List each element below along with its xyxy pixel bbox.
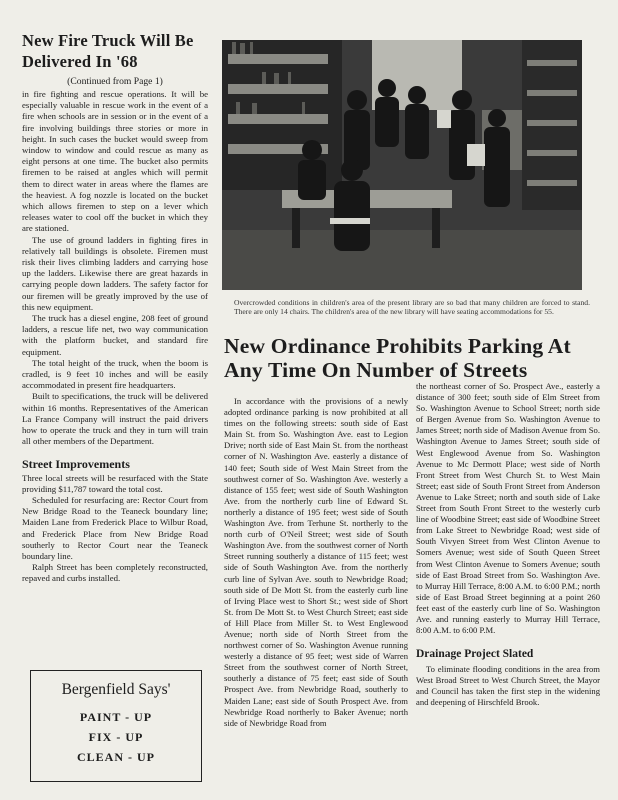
article-paragraph: Three local streets will be resurfaced with the State providing $11,787 toward the total cost. xyxy=(22,472,208,494)
article-paragraph: In accordance with the provisions of a newly adopted ordinance parking is now prohibited at all times on the following streets: south side of East Main St. from So. Washington Ave. east to Legion Drive; north side of East Main St. from the northeast corner of N. Washington Ave. easterly a distance of 140 feet; South side of West Main Street from the southwest corner of So. Washington Ave. westerly a distance of 155 feet; west side of South Washington Ave. from the northerly curb line of Edward St. northerly a distance of 195 feet; west side of South Washington Ave. from Terhune St. northerly to the north curb of O'Neil Street; west side of South Washington Ave. from the southwest corner of North Street running southerly a distance of 115 feet; west side of South Washington Ave. from the northerly curb line of Sylvan Ave. south to Newbridge Road; south side of De Mott St. from the easterly curb line of Irving Place west to Short St.; west side of Short St. from De Mott St. to West Church Street; east side of Hill Place from Miller St. to West Englewood Avenue; north side of North Street from the northwest corner of So. Washington Avenue running westerly a distance of 95 feet; west side of Warren Street from the southwest corner of North Street, southerly a distance of 75 feet; east side of South Prospect Ave. from Newbridge Road, southerly to Maiden Lane; east side of South Prospect Ave. from Newbridge Road northerly to Baker Avenue; north side of Newbridge Road from xyxy=(224,396,408,728)
box-title: Bergenfield Says' xyxy=(61,681,171,698)
bergenfield-says-box xyxy=(30,670,202,782)
parking-article-column-1 xyxy=(224,396,408,729)
article-paragraph: To eliminate flooding conditions in the area from West Broad Street to West Church Street, the Mayor and Council has taken the first step in the widening and deepening of Hirschfeld Brook. xyxy=(416,664,600,708)
article-paragraph: in fire fighting and rescue operations. It will be especially valuable in rescue work in the event of a fire when schools are in session or in the event of a fire involving buildings three stories or more in height. In such cases the bucket would sweep from window to window and could rescue as many as eight persons at one time. The bucket also permits firemen to be raised at angles which will permit them to direct water in areas where the flames are the heaviest. A fog nozzle is located on the bucket which allows firemen to step on a lever which releases water to cool off the bucket in which they are stationed. xyxy=(22,89,208,234)
article-paragraph: Built to specifications, the truck will be delivered within 16 months. Representatives of the American La France Company will instruct the paid drivers how to operate the truck and they in turn will train all other members of the Department. xyxy=(22,391,208,447)
drainage-headline: Drainage Project Slated xyxy=(416,648,534,661)
street-improvements-headline: Street Improvements xyxy=(22,456,130,471)
box-slogan: CLEAN - UP xyxy=(77,750,155,764)
parking-article-column-2 xyxy=(416,381,600,709)
library-photo-illustration xyxy=(222,40,582,290)
continued-note: (Continued from Page 1) xyxy=(67,76,163,87)
article-paragraph: The truck has a diesel engine, 208 feet of ground ladders, a rescue life net, two way communication with the platform bucket, and standard fire equipment. xyxy=(22,313,208,357)
article-paragraph: The use of ground ladders in fighting fires in relatively tall buildings is obsolete. Firemen must risk their lives climbing ladders and carrying hose up the ladders. Likewise there are great hazards in carrying people down ladders. The safety factor for our firemen will be greatly improved by the use of this new equipment. xyxy=(22,234,208,312)
library-photo xyxy=(222,40,582,290)
box-slogan: PAINT - UP xyxy=(79,710,153,724)
parking-headline: New Ordinance Prohibits Parking At Any Time On Number of Streets xyxy=(224,334,571,382)
article-paragraph: The total height of the truck, when the boom is cradled, is 9 feet 10 inches and will be easily accommodated in present fire headquarters. xyxy=(22,357,208,391)
article-paragraph: Scheduled for resurfacing are: Rector Court from New Bridge Road to the Teaneck boundary line; Maiden Lane from Frederick Place to Wilbur Road, and Frederick Place from New Bridge Road southerly to Rector Court near the Teaneck boundary line. xyxy=(22,494,208,561)
article-paragraph: Ralph Street has been completely reconstructed, repaved and curbs installed. xyxy=(22,562,208,584)
box-slogan: FIX - UP xyxy=(88,730,144,744)
article-paragraph: the northeast corner of So. Prospect Ave., easterly a distance of 300 feet; south side of Elm Street from So. Washington Avenue to School Street; north side of Bergen Avenue from So. Washington Avenue to James Street; north side of Madison Avenue from So. Washington Avenue to James Street; south side of West Englewood Avenue from So. Washington Avenue to Mc Dermott Place; west side of North Front Street from West Church St. to West Main Street; east side of South Front Street from Anderson Avenue to Lake Street; north and south side of Lake Street from South Front Street to the westerly curb line of Woodbine Street; east side of Woodbine Street from Lake Street to Newbridge Road; west side of South Vivyen Street from West Clinton Avenue to Somers Avenue; west side of South Queen Street from West Clinton Avenue to Somers Avenue; south side of East Broad Street from So. Washington Ave. to Murray Hill Terrace, 8:00 A.M. to 6:00 P.M.; north side of East Broad Street beginning at a point 260 feet east of the easterly curb line of So. Washington Ave. and running easterly to Murray Hill Terrace, 8:00 A.M. to 6:00 P.M. xyxy=(416,381,600,636)
fire-truck-article xyxy=(22,30,208,585)
photo-caption: Overcrowded conditions in children's area of the present library are so bad that many children are forced to stand. There are only 14 chairs. The children's area of the new library will have seating accommodations for 55. xyxy=(234,298,590,317)
fire-truck-headline: New Fire Truck Will Be Delivered In '68 xyxy=(22,31,194,71)
